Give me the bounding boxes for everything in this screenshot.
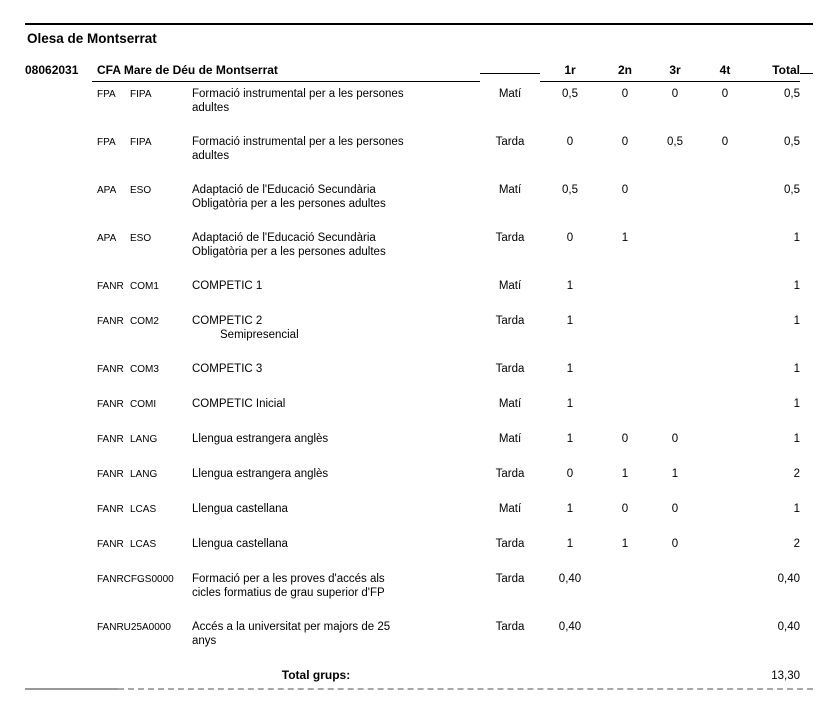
description-line: Formació per a les proves d'accés als xyxy=(192,573,385,585)
course-code: LCAS xyxy=(130,539,157,550)
course-description xyxy=(192,314,480,342)
value-total: 1 xyxy=(793,398,800,410)
table-row xyxy=(25,572,813,600)
program-code: FPA xyxy=(97,89,116,100)
course-code: ESO xyxy=(130,233,152,244)
course-description xyxy=(192,397,480,411)
course-description xyxy=(192,279,480,293)
value-total: 1 xyxy=(793,232,800,244)
course-description xyxy=(192,502,480,516)
description-line: Semipresencial xyxy=(220,329,299,341)
shift-label: Tarda xyxy=(495,232,525,244)
value-1r: 1 xyxy=(566,398,574,410)
course-description xyxy=(192,572,480,600)
program-code: FANR xyxy=(97,469,124,480)
program-code: FANR xyxy=(97,316,124,327)
value-1r: 1 xyxy=(566,363,574,375)
program-code: APA xyxy=(97,233,117,244)
course-code: FIPA xyxy=(130,89,152,100)
column-header-3r: 3r xyxy=(650,62,700,82)
course-description xyxy=(192,362,480,376)
value-1r: 1 xyxy=(566,280,574,292)
table-row xyxy=(25,432,813,447)
value-total: 0,5 xyxy=(784,136,800,148)
value-total: 1 xyxy=(793,363,800,375)
program-code: FANRU25A0000 xyxy=(97,622,171,633)
description-line: Llengua estrangera anglès xyxy=(192,468,329,480)
shift-label: Matí xyxy=(498,433,522,445)
value-1r: 0,40 xyxy=(558,573,582,585)
value-1r: 0,40 xyxy=(558,621,582,633)
program-code: FANR xyxy=(97,539,124,550)
course-description xyxy=(192,537,480,551)
table-row xyxy=(25,397,813,412)
table-body xyxy=(25,87,813,648)
course-code: COM3 xyxy=(130,364,159,375)
value-total: 1 xyxy=(793,315,800,327)
description-line: COMPETIC Inicial xyxy=(192,398,286,410)
description-line: Adaptació de l'Educació Secundària xyxy=(192,184,376,196)
table-row xyxy=(25,362,813,377)
table-row xyxy=(25,537,813,552)
shift-label: Matí xyxy=(498,88,522,100)
description-line: Llengua castellana xyxy=(192,538,288,550)
center-name: CFA Mare de Déu de Montserrat xyxy=(92,62,480,82)
value-1r: 0 xyxy=(566,136,574,148)
bottom-rule-solid-segment xyxy=(25,688,118,692)
program-code: FANR xyxy=(97,399,124,410)
table-row xyxy=(25,467,813,482)
program-code: FANR xyxy=(97,434,124,445)
program-code: APA xyxy=(97,185,117,196)
description-line: Obligatòria per a les persones adultes xyxy=(192,246,386,258)
column-header-2n: 2n xyxy=(600,62,650,82)
value-1r: 1 xyxy=(566,538,574,550)
value-total: 0,40 xyxy=(777,573,800,585)
course-code: ESO xyxy=(130,185,152,196)
course-description xyxy=(192,183,480,211)
value-3r: 0,5 xyxy=(667,136,683,148)
course-code: COM1 xyxy=(130,281,159,292)
description-line: Formació instrumental per a les persones xyxy=(192,88,404,100)
description-line: Formació instrumental per a les persones xyxy=(192,136,404,148)
column-header-4t: 4t xyxy=(700,62,750,82)
course-code: FIPA xyxy=(130,137,152,148)
course-description xyxy=(192,620,480,648)
shift-label: Tarda xyxy=(495,363,525,375)
value-2n: 1 xyxy=(621,468,629,480)
description-line: cicles formatius de grau superior d'FP xyxy=(192,587,385,599)
shift-label: Tarda xyxy=(495,136,525,148)
value-total: 0,5 xyxy=(784,88,800,100)
page-title: Olesa de Montserrat xyxy=(27,31,157,46)
course-code: LCAS xyxy=(130,504,157,515)
description-line: COMPETIC 3 xyxy=(192,363,263,375)
shift-column-header xyxy=(480,70,540,74)
table-row xyxy=(25,620,813,648)
shift-label: Matí xyxy=(498,184,522,196)
shift-label: Tarda xyxy=(495,468,525,480)
total-value: 13,30 xyxy=(771,670,800,682)
table-row xyxy=(25,502,813,517)
course-code: COM2 xyxy=(130,316,159,327)
description-line: anys xyxy=(192,635,217,647)
course-description xyxy=(192,87,480,115)
value-1r: 1 xyxy=(566,315,574,327)
value-2n: 1 xyxy=(621,538,629,550)
value-1r: 0 xyxy=(566,232,574,244)
value-total: 1 xyxy=(793,433,800,445)
course-description xyxy=(192,135,480,163)
description-line: COMPETIC 2 xyxy=(192,315,263,327)
course-description xyxy=(192,432,480,446)
course-code: LANG xyxy=(130,469,158,480)
course-description xyxy=(192,467,480,481)
column-header-1r: 1r xyxy=(540,62,600,82)
column-header-total: Total xyxy=(750,62,800,82)
description-line: Llengua castellana xyxy=(192,503,288,515)
course-description xyxy=(192,231,480,259)
bottom-rule-dashed-segment xyxy=(118,688,813,692)
value-total: 2 xyxy=(793,538,800,550)
program-code: FANRCFGS0000 xyxy=(97,574,174,585)
value-1r: 1 xyxy=(566,433,574,445)
value-total: 0,40 xyxy=(777,621,800,633)
description-line: Llengua estrangera anglès xyxy=(192,433,329,445)
total-row xyxy=(25,668,813,683)
header-right-pad xyxy=(800,70,813,74)
table-row xyxy=(25,231,813,259)
value-3r: 0 xyxy=(671,433,679,445)
value-total: 1 xyxy=(793,503,800,515)
course-code: LANG xyxy=(130,434,158,445)
value-4t: 0 xyxy=(721,88,729,100)
shift-label: Matí xyxy=(498,398,522,410)
table-header-row xyxy=(25,62,813,82)
value-2n: 1 xyxy=(621,232,629,244)
bottom-rule xyxy=(25,688,813,692)
value-total: 2 xyxy=(793,468,800,480)
value-total: 1 xyxy=(793,280,800,292)
value-total: 0,5 xyxy=(784,184,800,196)
shift-label: Tarda xyxy=(495,573,525,585)
shift-label: Tarda xyxy=(495,538,525,550)
program-code: FANR xyxy=(97,281,124,292)
value-3r: 0 xyxy=(671,503,679,515)
value-1r: 0,5 xyxy=(562,88,578,100)
value-3r: 0 xyxy=(671,88,679,100)
value-2n: 0 xyxy=(621,88,629,100)
program-code: FANR xyxy=(97,504,124,515)
shift-label: Matí xyxy=(498,280,522,292)
description-line: Adaptació de l'Educació Secundària xyxy=(192,232,376,244)
shift-label: Matí xyxy=(498,503,522,515)
value-1r: 0,5 xyxy=(562,184,578,196)
shift-label: Tarda xyxy=(495,315,525,327)
table-row xyxy=(25,279,813,294)
value-2n: 0 xyxy=(621,503,629,515)
course-code: COMI xyxy=(130,399,157,410)
total-label: Total grups: xyxy=(281,668,351,682)
value-2n: 0 xyxy=(621,433,629,445)
value-2n: 0 xyxy=(621,184,629,196)
description-line: Accés a la universitat per majors de 25 xyxy=(192,621,391,633)
value-2n: 0 xyxy=(621,136,629,148)
description-line: adultes xyxy=(192,102,230,114)
value-3r: 0 xyxy=(671,538,679,550)
description-line: Obligatòria per a les persones adultes xyxy=(192,198,386,210)
center-code: 08062031 xyxy=(25,63,79,77)
description-line: adultes xyxy=(192,150,230,162)
description-line: COMPETIC 1 xyxy=(192,280,263,292)
value-1r: 0 xyxy=(566,468,574,480)
program-code: FANR xyxy=(97,364,124,375)
table-row xyxy=(25,183,813,211)
shift-label: Tarda xyxy=(495,621,525,633)
value-4t: 0 xyxy=(721,136,729,148)
table-row xyxy=(25,135,813,163)
value-3r: 1 xyxy=(671,468,679,480)
value-1r: 1 xyxy=(566,503,574,515)
program-code: FPA xyxy=(97,137,116,148)
table-row xyxy=(25,87,813,115)
top-rule xyxy=(25,23,813,25)
table-row xyxy=(25,314,813,342)
